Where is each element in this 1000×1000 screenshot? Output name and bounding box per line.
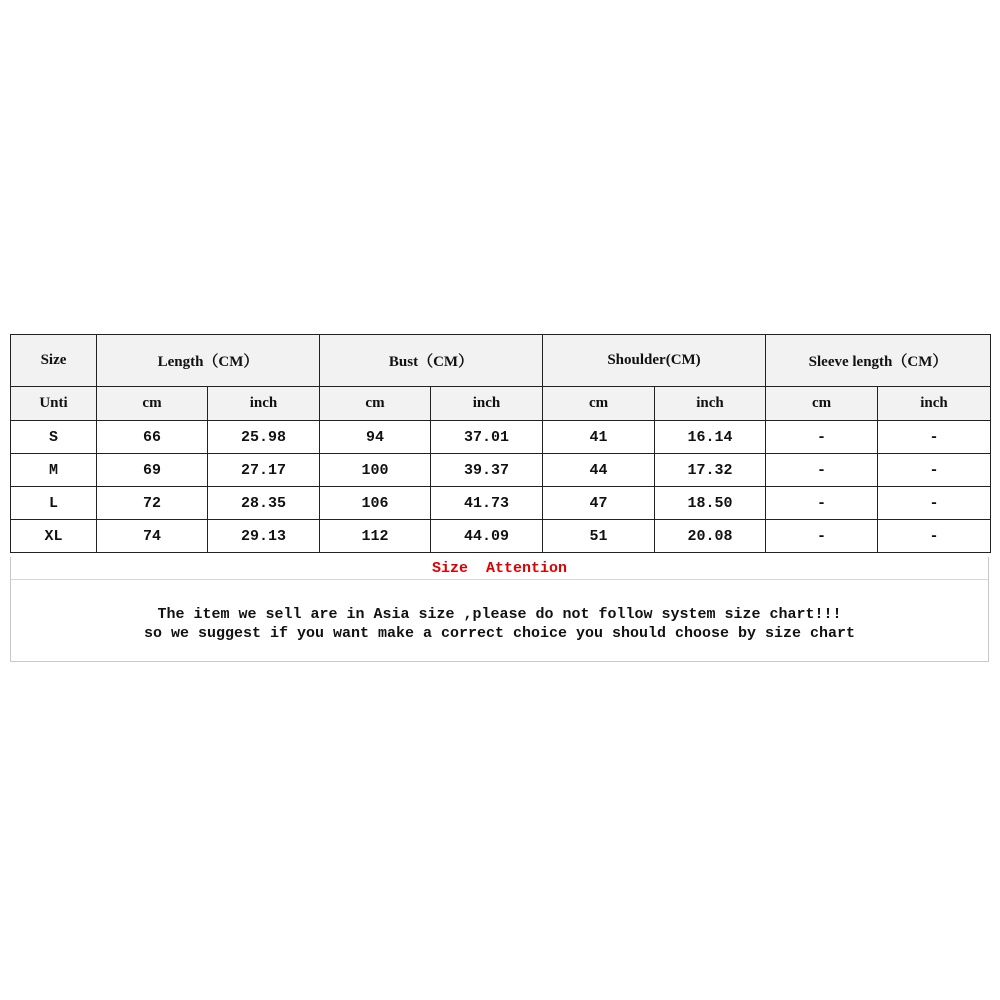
sleeve-inch-cell: - <box>878 487 991 520</box>
header-unit-cm: cm <box>97 387 208 421</box>
shoulder-inch-cell: 18.50 <box>655 487 766 520</box>
header-unit-inch: inch <box>655 387 766 421</box>
bust-inch-cell: 41.73 <box>431 487 543 520</box>
attention-title: Size Attention <box>431 560 568 577</box>
attention-line-1: The item we sell are in Asia size ,please do not follow system size chart!!! <box>157 606 842 623</box>
table-row <box>11 454 991 487</box>
size-attention-box <box>10 557 989 662</box>
bust-cm-cell: 106 <box>320 487 431 520</box>
sleeve-inch-cell: - <box>878 421 991 454</box>
sleeve-cm-cell: - <box>766 487 878 520</box>
header-unit-label: Unti <box>11 387 97 421</box>
sleeve-inch-cell: - <box>878 520 991 553</box>
header-unit-inch: inch <box>431 387 543 421</box>
attention-line-2: so we suggest if you want make a correct choice you should choose by size chart <box>143 625 856 642</box>
shoulder-cm-cell: 41 <box>543 421 655 454</box>
sleeve-cm-cell: - <box>766 520 878 553</box>
header-unit-cm: cm <box>766 387 878 421</box>
sleeve-inch-cell: - <box>878 454 991 487</box>
header-size: Size <box>11 335 97 387</box>
length-inch-cell: 28.35 <box>208 487 320 520</box>
header-length: Length（CM） <box>97 335 320 387</box>
length-cm-cell: 69 <box>97 454 208 487</box>
length-cm-cell: 72 <box>97 487 208 520</box>
bust-cm-cell: 112 <box>320 520 431 553</box>
header-unit-inch: inch <box>878 387 991 421</box>
header-row-units <box>11 387 991 421</box>
length-cm-cell: 74 <box>97 520 208 553</box>
size-cell: S <box>11 421 97 454</box>
bust-inch-cell: 37.01 <box>431 421 543 454</box>
shoulder-cm-cell: 51 <box>543 520 655 553</box>
bust-cm-cell: 100 <box>320 454 431 487</box>
shoulder-inch-cell: 16.14 <box>655 421 766 454</box>
shoulder-inch-cell: 20.08 <box>655 520 766 553</box>
header-sleeve-length: Sleeve length（CM） <box>766 335 991 387</box>
shoulder-cm-cell: 47 <box>543 487 655 520</box>
length-inch-cell: 25.98 <box>208 421 320 454</box>
header-bust: Bust（CM） <box>320 335 543 387</box>
header-row-measurements <box>11 335 991 387</box>
size-chart-table <box>10 334 991 553</box>
attention-message <box>11 605 988 643</box>
length-inch-cell: 27.17 <box>208 454 320 487</box>
size-cell: L <box>11 487 97 520</box>
header-unit-inch: inch <box>208 387 320 421</box>
bust-cm-cell: 94 <box>320 421 431 454</box>
size-cell: M <box>11 454 97 487</box>
sleeve-cm-cell: - <box>766 421 878 454</box>
bust-inch-cell: 39.37 <box>431 454 543 487</box>
sleeve-cm-cell: - <box>766 454 878 487</box>
header-unit-cm: cm <box>543 387 655 421</box>
table-row <box>11 520 991 553</box>
shoulder-cm-cell: 44 <box>543 454 655 487</box>
header-shoulder: Shoulder(CM) <box>543 335 766 387</box>
header-unit-cm: cm <box>320 387 431 421</box>
attention-divider <box>11 579 988 580</box>
bust-inch-cell: 44.09 <box>431 520 543 553</box>
table-row <box>11 421 991 454</box>
shoulder-inch-cell: 17.32 <box>655 454 766 487</box>
size-cell: XL <box>11 520 97 553</box>
length-cm-cell: 66 <box>97 421 208 454</box>
length-inch-cell: 29.13 <box>208 520 320 553</box>
table-row <box>11 487 991 520</box>
